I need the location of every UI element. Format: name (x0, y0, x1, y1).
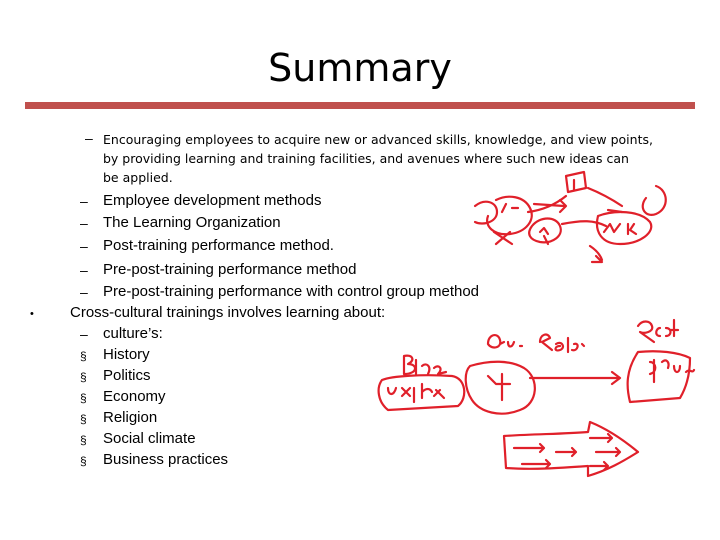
culture-item: Politics (103, 367, 151, 384)
slide-title: Summary (268, 46, 452, 90)
intro-line: by providing learning and training facilities, and avenues where such new ideas can (103, 151, 629, 166)
dash-marker: – (80, 326, 88, 342)
square-marker: § (80, 454, 87, 468)
culture-item: History (103, 346, 150, 363)
square-marker: § (80, 433, 87, 447)
dash-marker: – (80, 238, 88, 254)
development-item: The Learning Organization (103, 214, 281, 231)
square-marker: § (80, 391, 87, 405)
title-underline (25, 102, 695, 109)
culture-item: Social climate (103, 430, 196, 447)
development-item: Employee development methods (103, 192, 322, 209)
culture-label: culture’s: (103, 325, 163, 342)
culture-item: Business practices (103, 451, 229, 468)
dash-marker: – (80, 284, 88, 300)
square-marker: § (80, 370, 87, 384)
dash-marker: – (85, 130, 93, 146)
dash-marker: – (80, 193, 88, 209)
culture-item: Religion (103, 409, 158, 426)
dash-marker: – (80, 215, 88, 231)
development-item: Pre-post-training performance method (103, 261, 357, 278)
culture-item: Economy (103, 388, 166, 405)
bullet-marker: • (30, 308, 34, 320)
ink-diagram-bottom (379, 320, 694, 476)
square-marker: § (80, 349, 87, 363)
intro-line: Encouraging employees to acquire new or advanced skills, knowledge, and view points, (103, 132, 653, 147)
square-marker: § (80, 412, 87, 426)
ink-diagram-top (475, 172, 666, 262)
development-item: Pre-post-training performance with control group method (103, 283, 480, 300)
development-item: Post-training performance method. (103, 237, 334, 254)
intro-line: be applied. (103, 170, 173, 185)
dash-marker: – (80, 262, 88, 278)
cross-cultural-heading: Cross-cultural trainings involves learning about: (70, 304, 386, 321)
